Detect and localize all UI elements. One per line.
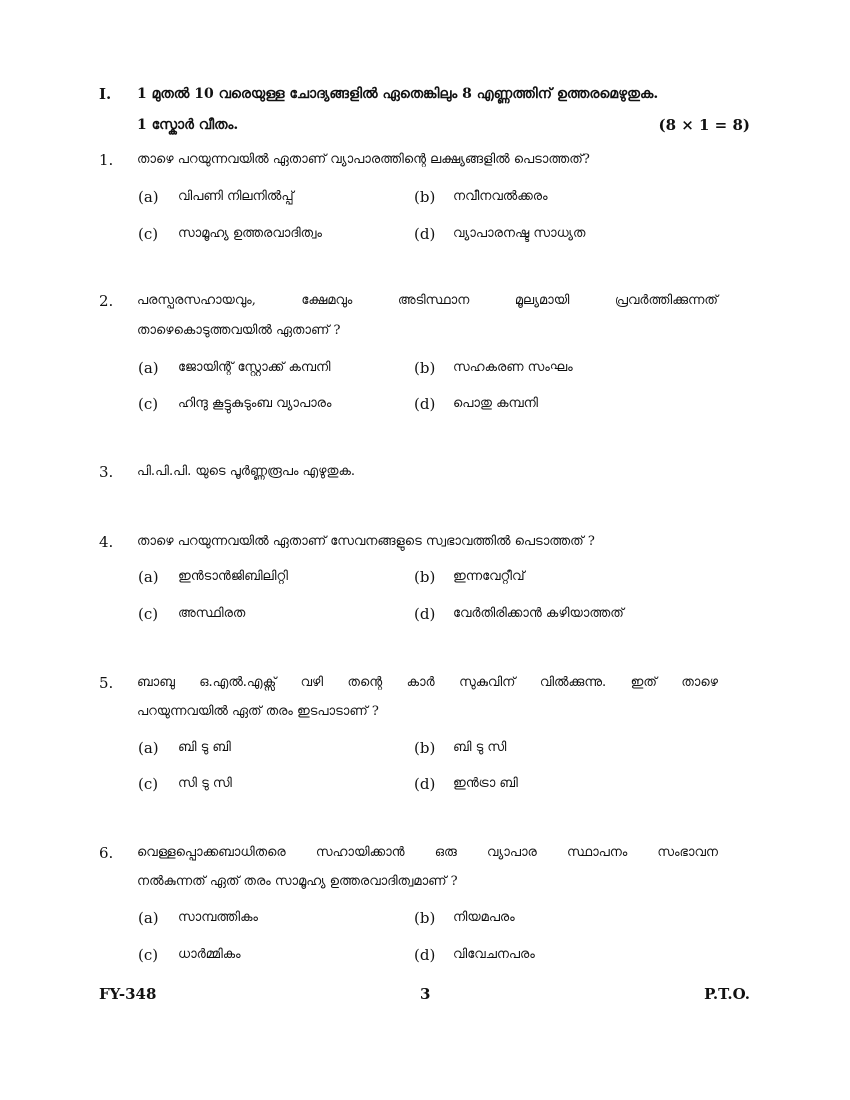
question-word: താഴെ	[681, 675, 718, 690]
question-number: 3.	[99, 463, 114, 481]
question-word: ഒ.എൽ.എക്സ്	[199, 675, 277, 690]
option-text: നവീനവൽക്കരം	[453, 189, 548, 204]
question-word: കാർ	[406, 675, 435, 690]
section-number: I.	[99, 85, 112, 103]
section-instruction: 1 മുതൽ 10 വരെയുള്ള ചോദ്യങ്ങളിൽ ഏതെങ്കിലും 8 എണ്ണത്തിന് ഉത്തരമെഴുതുക.	[137, 86, 659, 102]
option-text: ബി ടു ബി	[178, 740, 231, 755]
question-word: സംഭാവന	[657, 845, 718, 860]
question-word: വെള്ളപ്പൊക്കബാധിതരെ	[137, 845, 286, 860]
option-label: (d)	[414, 225, 436, 243]
question-word: സുകുവിന്	[459, 675, 516, 690]
question-number: 4.	[99, 533, 114, 551]
option-label: (c)	[138, 225, 159, 243]
option-label: (a)	[138, 359, 159, 377]
marks-allocation: (8 × 1 = 8)	[658, 116, 750, 134]
question-text: നൽകുന്നത് ഏത് തരം സാമൂഹ്യ ഉത്തരവാദിത്വമാണ് ?	[137, 874, 458, 889]
question-word: വിൽക്കുന്നു.	[539, 675, 607, 690]
question-word: തന്റെ	[347, 675, 383, 690]
question-text: താഴെകൊടുത്തവയിൽ ഏതാണ് ?	[137, 323, 341, 338]
question-word: വ്യാപാര	[486, 845, 537, 860]
please-turn-over: P.T.O.	[704, 985, 750, 1003]
option-text: അസ്ഥിരത	[178, 606, 246, 621]
paper-code: FY-348	[99, 985, 157, 1003]
question-word: പരസ്പരസഹായവും,	[137, 293, 256, 308]
option-text: സാമൂഹ്യ ഉത്തരവാദിത്വം	[178, 226, 322, 241]
option-label: (a)	[138, 188, 159, 206]
option-label: (b)	[414, 909, 436, 927]
question-line-justified	[137, 675, 718, 690]
option-text: വിവേചനപരം	[453, 947, 535, 962]
question-line-justified	[137, 845, 718, 860]
option-label: (c)	[138, 946, 159, 964]
option-text: ഇൻട്രാ ബി	[453, 776, 518, 791]
question-text: താഴെ പറയുന്നവയിൽ ഏതാണ് വ്യാപാരത്തിന്റെ ലക്ഷ്യങ്ങളിൽ പെടാത്തത്?	[137, 152, 590, 167]
question-line-justified	[137, 293, 718, 308]
option-text: ഇൻടാൻജിബിലിറ്റി	[178, 569, 288, 584]
option-text: വേർതിരിക്കാൻ കഴിയാത്തത്	[453, 606, 624, 621]
question-word: സ്ഥാപനം	[566, 845, 628, 860]
option-text: ധാർമ്മികം	[178, 947, 241, 962]
option-text: ഇന്നവേറ്റീവ്	[453, 569, 525, 584]
question-word: പ്രവർത്തിക്കുന്നത്	[614, 293, 718, 308]
option-text: വ്യാപാരനഷ്ട സാധ്യത	[453, 226, 586, 241]
option-label: (b)	[414, 568, 436, 586]
option-text: സി ടു സി	[178, 776, 232, 791]
question-word: അടിസ്ഥാന	[397, 293, 470, 308]
option-label: (b)	[414, 359, 436, 377]
question-text: പറയുന്നവയിൽ ഏത് തരം ഇടപാടാണ് ?	[137, 704, 379, 719]
option-label: (b)	[414, 188, 436, 206]
option-text: ബി ടു സി	[453, 740, 507, 755]
option-label: (d)	[414, 775, 436, 793]
question-word: ഒരു	[434, 845, 457, 860]
option-label: (c)	[138, 775, 159, 793]
question-number: 5.	[99, 674, 114, 692]
option-text: പൊതു കമ്പനി	[453, 396, 538, 411]
option-label: (c)	[138, 605, 159, 623]
question-number: 1.	[99, 151, 114, 169]
question-text: താഴെ പറയുന്നവയിൽ ഏതാണ് സേവനങ്ങളുടെ സ്വഭാവത്തിൽ പെടാത്തത് ?	[137, 534, 595, 549]
question-number: 6.	[99, 844, 114, 862]
option-text: സാമ്പത്തികം	[178, 910, 258, 925]
option-label: (a)	[138, 739, 159, 757]
question-number: 2.	[99, 292, 114, 310]
option-label: (d)	[414, 395, 436, 413]
question-text: പി.പി.പി. യുടെ പൂർണ്ണരൂപം എഴുതുക.	[137, 464, 355, 479]
option-text: ജോയിന്റ് സ്റ്റോക്ക് കമ്പനി	[178, 360, 331, 375]
question-word: സഹായിക്കാൻ	[315, 845, 405, 860]
page-number: 3	[420, 985, 431, 1003]
question-word: ബാബു	[137, 675, 175, 690]
option-label: (a)	[138, 568, 159, 586]
question-word: വഴി	[300, 675, 324, 690]
option-text: വിപണി നിലനിൽപ്പ്	[178, 189, 294, 204]
question-word: ഇത്	[630, 675, 657, 690]
option-label: (d)	[414, 605, 436, 623]
option-text: നിയമപരം	[453, 910, 515, 925]
option-text: സഹകരണ സംഘം	[453, 360, 573, 375]
question-word: ക്ഷേമവും	[301, 293, 353, 308]
option-text: ഹിന്ദു കൂട്ടുകുടുംബ വ്യാപാരം	[178, 396, 332, 411]
question-word: മൂല്യമായി	[514, 293, 570, 308]
option-label: (c)	[138, 395, 159, 413]
option-label: (d)	[414, 946, 436, 964]
option-label: (a)	[138, 909, 159, 927]
score-note: 1 സ്കോർ വീതം.	[137, 117, 239, 133]
option-label: (b)	[414, 739, 436, 757]
